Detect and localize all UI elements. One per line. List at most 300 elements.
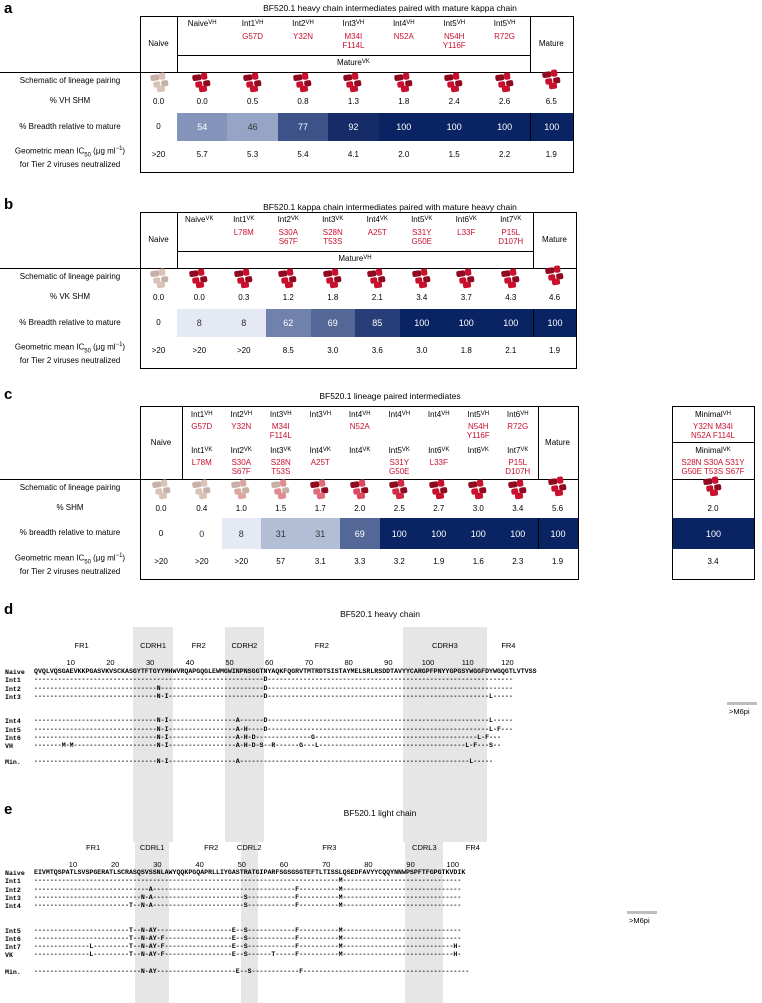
panel_a-col-name: Int1 bbox=[241, 19, 256, 28]
c-col-vh-name: Int4 bbox=[348, 409, 363, 419]
position-tick: 70 bbox=[304, 658, 314, 667]
panel_b-col-sub: VK bbox=[205, 216, 214, 223]
panel_b-col-sub: VK bbox=[379, 216, 388, 223]
panel_a-breadth-cell: 100 bbox=[379, 113, 429, 141]
c-col-vh-sub: VH bbox=[401, 410, 411, 417]
sequence-row: ------------------------T--N-AY-F-----------------E--S------------F----------M------------------------------ bbox=[34, 934, 462, 942]
c-col-vk-name: Int6 bbox=[467, 445, 481, 455]
panel_a-ic50-value: 5.3 bbox=[247, 150, 259, 159]
c-minimal-vk-mutations: S28N S30A S31Y bbox=[681, 457, 745, 467]
panel-b-title: BF520.1 kappa chain intermediates paired with mature heavy chain bbox=[263, 202, 517, 212]
panel_b-pair-header-sub: VH bbox=[363, 255, 372, 262]
panel_a-ic50-value: 4.1 bbox=[347, 150, 359, 159]
sequence-row: -------------------------------N-I-----------------A------D--------------------------------------------------------L----- bbox=[34, 717, 513, 725]
c-vh-mutation: Y32N bbox=[231, 421, 252, 431]
sequence-row: -----------------------------------------------------------------------------M------------------------------ bbox=[34, 877, 462, 885]
panel_a-breadth-cell: 100 bbox=[479, 113, 529, 141]
position-tick: 60 bbox=[265, 658, 274, 667]
position-tick: 100 bbox=[421, 658, 435, 667]
panel_a-shm-value: 2.4 bbox=[448, 97, 460, 106]
panel_b-ic50-line2: for Tier 2 viruses neutralized bbox=[19, 356, 121, 366]
position-tick: 110 bbox=[461, 658, 474, 667]
panel-label-d: d bbox=[4, 601, 14, 618]
c-col-vk-name: Int7 bbox=[507, 445, 521, 455]
sequence-name: Int2 bbox=[5, 886, 21, 894]
panel_a-shm-value: 1.3 bbox=[347, 97, 359, 106]
sequence-name: Naive bbox=[5, 669, 25, 676]
panel_b-mutation: A25T bbox=[367, 227, 387, 237]
panel_b-pair-header-name: Mature bbox=[338, 254, 364, 263]
panel_a-ic50-sub: 50 bbox=[84, 152, 91, 159]
position-tick: 40 bbox=[185, 658, 194, 667]
panel_a-mature-ic50: 1.9 bbox=[545, 150, 557, 159]
c-mature-ic50: 1.9 bbox=[551, 557, 564, 566]
panel_b-col-name: Int6 bbox=[455, 215, 469, 224]
panel_a-col-sub: VH bbox=[255, 20, 264, 27]
sequence-row: -------------------------------N-I-----------------A-H----D--------------------------------------------------------L-F--- bbox=[34, 725, 513, 733]
c-ic50-sup: −1 bbox=[115, 553, 123, 559]
antibody-minimal-icon bbox=[701, 475, 725, 497]
c-col-vh-sub: VH bbox=[362, 410, 371, 417]
antibody-pairing-icon bbox=[241, 71, 265, 93]
position-tick: 50 bbox=[225, 658, 234, 667]
panel_a-ic50-label: Geometric mean IC bbox=[14, 146, 85, 156]
panel_b-shm-value: 3.4 bbox=[416, 293, 428, 302]
c-col-vk-sub: VK bbox=[401, 446, 410, 453]
panel_b-mutation: S31Y bbox=[411, 227, 432, 237]
c-min-top bbox=[672, 406, 755, 407]
cdr-shade bbox=[241, 830, 258, 1003]
antibody-pairing-icon bbox=[466, 478, 490, 500]
c-col-vk-name: Int4 bbox=[309, 445, 323, 455]
panel_b-col-sub: VK bbox=[335, 216, 344, 223]
panel_b-top-border bbox=[140, 212, 577, 213]
region-label: FR2 bbox=[204, 843, 219, 852]
region-label: FR1 bbox=[85, 843, 101, 852]
panel_a-col-header bbox=[278, 18, 328, 30]
c-mature-header: Mature bbox=[545, 437, 570, 447]
c-breadth-cell: 100 bbox=[380, 518, 420, 549]
antibody-pairing-icon bbox=[493, 71, 517, 93]
m6pi-label: >M6pi bbox=[629, 916, 650, 926]
antibody-pairing-icon bbox=[187, 267, 211, 289]
region-label: FR3 bbox=[322, 843, 337, 852]
position-tick: 120 bbox=[501, 658, 514, 667]
panel_a-ic50-value: 2.2 bbox=[499, 150, 511, 159]
panel_b-shm-value: 3.7 bbox=[460, 293, 472, 302]
panel_b-col-header bbox=[311, 214, 356, 226]
region-label: CDRH3 bbox=[431, 641, 458, 650]
panel_b-breadth-cell: 100 bbox=[444, 309, 489, 337]
panel_b-col-header bbox=[355, 214, 400, 226]
panel_b-shm-value: 2.1 bbox=[371, 293, 383, 302]
c-col-vk bbox=[419, 445, 459, 456]
panel_b-ic50-value: 3.0 bbox=[327, 346, 339, 355]
c-vh-mutation: F114L bbox=[269, 430, 292, 440]
sequence-row: ------------------------T--N-A-----------------------S------------F----------M------------------------------ bbox=[34, 902, 462, 910]
panel_b-mutation: L33F bbox=[457, 227, 476, 237]
panel_a-col-sub: VH bbox=[305, 20, 314, 27]
sequence-name: Int5 bbox=[5, 927, 21, 935]
panel_a-naive-header: Naive bbox=[148, 39, 169, 48]
panel_b-col-name: Int4 bbox=[366, 215, 380, 224]
position-tick: 30 bbox=[145, 658, 155, 667]
c-shm-value: 2.0 bbox=[354, 504, 366, 513]
c-ic50-sub: 50 bbox=[84, 559, 91, 566]
panel_b-naive-breadth: 0 bbox=[156, 318, 161, 327]
c-vh-mutation: N54H bbox=[468, 421, 489, 431]
sequence-name: Int3 bbox=[5, 693, 21, 701]
antibody-pairing-icon bbox=[269, 478, 293, 500]
panel_b-breadth-cell: 8 bbox=[222, 309, 267, 337]
c-vk-mutation: D107H bbox=[505, 466, 531, 476]
panel_b-ic50-value: >20 bbox=[236, 346, 251, 355]
region-label: FR4 bbox=[501, 641, 516, 650]
panel_a-ic50-value: 5.4 bbox=[297, 150, 309, 159]
c-minimal-vh bbox=[672, 409, 754, 420]
position-tick: 10 bbox=[66, 658, 75, 667]
panel_a-mutation: M34I bbox=[344, 31, 363, 41]
c-col-vk-sub: VK bbox=[204, 446, 213, 453]
c-breadth-cell: 31 bbox=[261, 518, 301, 549]
position-tick: 50 bbox=[237, 860, 246, 869]
antibody-pairing-icon bbox=[232, 267, 256, 289]
antibody-pairing-icon bbox=[229, 478, 253, 500]
c-col-vh-sub: VH bbox=[243, 410, 253, 417]
panel_b-col-name: Int1 bbox=[233, 215, 247, 224]
sequence-row: EIVMTQSPATLSVSPGERATLSCRASQSVSSNLAWYQQKPGQAPRLLIYGASTRATGIPARFSGSGSGTEFTLTISSLQSEDFAVYYCQQYNNWPSPFTFGPGTKVDIK bbox=[34, 869, 466, 876]
sequence-name: Int6 bbox=[5, 935, 21, 943]
panel_a-mutation: G57D bbox=[242, 31, 264, 41]
panel_a-col-sub: VH bbox=[355, 20, 365, 27]
c-mature-breadth: 100 bbox=[539, 518, 578, 549]
c-col-vh-name: Int5 bbox=[467, 409, 481, 419]
panel_a-row-breadth: % Breadth relative to mature bbox=[19, 122, 121, 131]
antibody-pairing-icon bbox=[410, 267, 434, 289]
panel_b-breadth-cell: 8 bbox=[177, 309, 222, 337]
position-tick: 70 bbox=[322, 860, 331, 869]
panel_b-ic50-value: 3.0 bbox=[416, 346, 428, 355]
c-col-vh bbox=[380, 409, 420, 420]
c-right-border bbox=[578, 406, 579, 579]
panel_a-mature-header: Mature bbox=[538, 39, 564, 48]
c-vk-mutation: G50E bbox=[389, 466, 410, 476]
panel_a-shm-value: 1.8 bbox=[398, 97, 410, 106]
position-tick: 60 bbox=[279, 860, 289, 869]
panel_a-mutation: N54H bbox=[443, 31, 465, 41]
sequence-name: Min. bbox=[5, 968, 21, 976]
c-col-vh bbox=[419, 409, 459, 420]
sequence-name: Naive bbox=[5, 870, 25, 877]
panel_a-pair-header-name: Mature bbox=[336, 58, 362, 67]
sequence-row: -----------------------------A------------------------------------F----------M------------------------------ bbox=[34, 885, 462, 893]
c-col-vk-sub: VK bbox=[283, 446, 292, 453]
c-naive-ic50: >20 bbox=[154, 557, 168, 566]
c-col-vh-name: Int3 bbox=[309, 409, 323, 419]
c-ic50-value: 1.9 bbox=[433, 557, 445, 566]
sequence-row: ---------------------------N-AY--------------------E--S------------F------------------------------------------ bbox=[34, 967, 470, 975]
c-ic50-unit: (μg ml bbox=[90, 553, 116, 563]
c-shm-value: 1.0 bbox=[235, 504, 247, 513]
panel_b-mutation: S28N bbox=[322, 227, 343, 237]
panel_b-col-sub: VK bbox=[424, 216, 433, 223]
c-col-vk bbox=[301, 445, 341, 456]
c-col-vh-sub: VH bbox=[441, 410, 450, 417]
panel_a-row-ic50 bbox=[0, 146, 140, 170]
sequence-name: Int4 bbox=[5, 718, 21, 726]
c-minimal-shm: 2.0 bbox=[707, 504, 719, 513]
panel_b-col-name: Naive bbox=[185, 215, 206, 224]
panel_a-breadth-cell: 54 bbox=[177, 113, 227, 141]
panel_a-shm-value: 2.6 bbox=[499, 97, 511, 106]
antibody-pairing-icon bbox=[291, 71, 315, 93]
c-col-vh-name: Int4 bbox=[427, 409, 442, 419]
antibody-pairing-icon bbox=[427, 478, 451, 500]
c-vk-mutation: S31Y bbox=[389, 457, 410, 467]
sequence-name: Int2 bbox=[5, 685, 21, 693]
panel_b-col-name: Int2 bbox=[277, 215, 291, 224]
panel_b-col-name: Int5 bbox=[411, 215, 425, 224]
panel_b-naive-ic50: >20 bbox=[151, 346, 166, 355]
panel_a-ic50-sup: −1 bbox=[115, 146, 123, 152]
c-vk-mutation: S67F bbox=[231, 466, 251, 476]
c-breadth-cell: 8 bbox=[222, 518, 262, 549]
panel_b-breadth-cell: 100 bbox=[400, 309, 445, 337]
position-tick: 30 bbox=[153, 860, 162, 869]
c-shm-value: 1.5 bbox=[275, 504, 287, 513]
panel_a-col-header bbox=[429, 18, 479, 30]
panel_b-col-header bbox=[400, 214, 445, 226]
panel_a-breadth-cell: 92 bbox=[328, 113, 378, 141]
c-vh-mutation: N52A bbox=[349, 421, 370, 431]
panel_b-ic50-value: >20 bbox=[192, 346, 207, 355]
region-label: FR1 bbox=[74, 641, 89, 650]
m6pi-marker bbox=[727, 702, 757, 705]
panel_a-mutation: Y116F bbox=[442, 40, 466, 50]
c-col-vk bbox=[261, 445, 301, 456]
antibody-pairing-icon bbox=[308, 478, 332, 500]
antibody-mature-icon bbox=[546, 475, 570, 497]
panel-label-a: a bbox=[4, 0, 13, 17]
c-col-vk bbox=[498, 445, 538, 456]
c-col-vh bbox=[459, 409, 499, 420]
c-col-vh-name: Int4 bbox=[388, 409, 402, 419]
c-shm-value: 0.4 bbox=[196, 504, 208, 513]
c-minimal-vk-name: Minimal bbox=[695, 445, 723, 455]
panel_b-col-header bbox=[489, 214, 534, 226]
panel_a-col-name: Int4 bbox=[392, 19, 407, 28]
c-minimal-vk bbox=[672, 445, 754, 456]
antibody-pairing-icon bbox=[454, 267, 478, 289]
sequence-name: Int4 bbox=[5, 903, 21, 911]
panel_b-mutation: S67F bbox=[278, 236, 298, 246]
panel_a-naive-breadth: 0 bbox=[156, 122, 161, 131]
c-breadth-cell: 100 bbox=[459, 518, 499, 549]
sequence-row: --------------L---------T--N-AY-F-----------------E--S------T-----F----------M----------------------------H- bbox=[34, 951, 462, 959]
panel_b-mature-header: Mature bbox=[542, 235, 567, 244]
position-tick: 80 bbox=[344, 658, 353, 667]
region-label: FR4 bbox=[465, 843, 480, 852]
c-col-vk-sub: VK bbox=[441, 446, 450, 453]
sequence-row: -------------------------------N-I------------------------D--------------------------------------------------------L----- bbox=[34, 692, 513, 700]
c-col-vk-sub: VK bbox=[480, 446, 489, 453]
c-vh-mutation: G57D bbox=[191, 421, 213, 431]
panel_a-mature-shm: 6.5 bbox=[545, 97, 557, 106]
c-col-vk-name: Int6 bbox=[428, 445, 442, 455]
sequence-name: Min. bbox=[5, 759, 21, 767]
panel_a-mutation: R72G bbox=[494, 31, 516, 41]
position-tick: 90 bbox=[406, 860, 415, 869]
panel-label-b: b bbox=[4, 196, 14, 213]
c-vh-mutation: Y116F bbox=[466, 430, 490, 440]
c-min-bottom bbox=[672, 579, 755, 580]
panel_a-mutation: Y32N bbox=[292, 31, 313, 41]
c-minimal-vh-name: Minimal bbox=[695, 409, 723, 419]
antibody-naive-icon bbox=[150, 478, 174, 500]
c-bottom-border bbox=[140, 579, 579, 580]
region-label: CDRH1 bbox=[140, 641, 167, 650]
panel-label-c: c bbox=[4, 386, 13, 403]
c-col-vk bbox=[222, 445, 262, 456]
panel_b-col-header bbox=[266, 214, 311, 226]
panel_b-pair-header bbox=[177, 251, 533, 267]
antibody-pairing-icon bbox=[387, 478, 411, 500]
panel_b-shm-value: 1.2 bbox=[282, 293, 294, 302]
panel_b-mature-shm: 4.6 bbox=[548, 293, 561, 302]
antibody-pairing-icon bbox=[276, 267, 300, 289]
c-row-schematic: Schematic of lineage pairing bbox=[19, 483, 121, 492]
panel_b-naive-header: Naive bbox=[148, 235, 169, 244]
panel_a-breadth-cell: 100 bbox=[429, 113, 479, 141]
panel_b-shm-value: 0.3 bbox=[238, 293, 250, 302]
c-col-vk bbox=[182, 445, 222, 456]
panel_a-col-sub: VH bbox=[406, 20, 415, 27]
panel_b-right-border bbox=[576, 212, 577, 368]
c-vh-mutation: M34I bbox=[271, 421, 290, 431]
panel_a-bottom-border bbox=[140, 172, 574, 173]
c-ic50-value: >20 bbox=[194, 557, 209, 566]
c-vh-mutation: R72G bbox=[507, 421, 529, 431]
c-col-vh-name: Int3 bbox=[269, 409, 284, 419]
panel-d-title: BF520.1 heavy chain bbox=[340, 609, 420, 619]
c-col-vk-sub: VK bbox=[520, 446, 529, 453]
c-row-ic50 bbox=[0, 553, 140, 577]
c-shm-value: 3.4 bbox=[512, 504, 524, 513]
sequence-row: QVQLVQSGAEVKKPGASVKVSCKASGYTFTGYYMHWVRQAPGQGLEWMGWINPNSGGTNYAQKFQGRVTMTRDTSISTAYMELSRLRSDDTAVYYCARGPFPNYYGPGSYWGGFDYWGQGTLVTVSS bbox=[34, 668, 537, 675]
position-tick: 20 bbox=[111, 860, 120, 869]
panel_a-col-sub: VH bbox=[456, 20, 466, 27]
c-mature-shm: 5.6 bbox=[551, 504, 564, 513]
panel_b-mutation: P15L bbox=[501, 227, 521, 237]
sequence-name: VK bbox=[5, 952, 13, 960]
c-ic50-value: >20 bbox=[234, 557, 249, 566]
c-col-vk bbox=[380, 445, 420, 456]
antibody-naive-icon bbox=[148, 71, 172, 93]
c-col-vh-sub: VH bbox=[283, 410, 292, 417]
antibody-mature-icon bbox=[543, 264, 567, 286]
c-col-vh-sub: VH bbox=[480, 410, 490, 417]
c-ic50-close: ) bbox=[122, 553, 126, 563]
panel_a-ic50-line2: for Tier 2 viruses neutralized bbox=[19, 160, 121, 170]
c-col-vh-name: Int6 bbox=[506, 409, 521, 419]
sequence-row: -------M-M---------------------N-I-----------------A-H-D-S--R------G---L-------------------------------------L-F---S-- bbox=[34, 742, 501, 750]
antibody-pairing-icon bbox=[499, 267, 523, 289]
panel_b-col-sub: VK bbox=[290, 216, 299, 223]
panel_b-mutation: D107H bbox=[498, 236, 524, 246]
c-min-right bbox=[754, 406, 755, 579]
panel_b-mutation: G50E bbox=[411, 236, 432, 246]
c-shm-value: 2.7 bbox=[433, 504, 445, 513]
c-vk-mutation: L78M bbox=[191, 457, 212, 467]
panel_b-mutation: S30A bbox=[278, 227, 299, 237]
panel_a-top-border bbox=[140, 16, 574, 17]
panel_b-ic50-value: 1.8 bbox=[460, 346, 472, 355]
panel_a-right-border bbox=[573, 16, 574, 172]
c-col-vh-sub: VH bbox=[322, 410, 332, 417]
c-col-vh-name: Int1 bbox=[190, 409, 205, 419]
c-minimal-vk-mutations: G50E T53S S67F bbox=[681, 466, 745, 476]
position-tick: 90 bbox=[384, 658, 393, 667]
panel_b-col-sub: VK bbox=[246, 216, 255, 223]
panel_a-col-header bbox=[177, 18, 227, 30]
panel_b-shm-value: 0.0 bbox=[193, 293, 205, 302]
panel_b-col-name: Int3 bbox=[322, 215, 336, 224]
sequence-row: -------------------------------N--------------------------D-------------------------------------------------------------- bbox=[34, 684, 513, 692]
panel_b-ic50-unit: (μg ml bbox=[90, 342, 116, 352]
panel_b-col-header bbox=[444, 214, 489, 226]
panel_a-col-name: Int5 bbox=[443, 19, 457, 28]
panel_a-ic50-value: 1.5 bbox=[448, 150, 460, 159]
position-tick: 20 bbox=[106, 658, 115, 667]
sequence-name: Int1 bbox=[5, 878, 21, 886]
c-col-vh-sub: VH bbox=[520, 410, 529, 417]
m6pi-marker bbox=[627, 911, 657, 914]
panel_a-ic50-close: ) bbox=[122, 146, 126, 156]
antibody-pairing-icon bbox=[365, 267, 389, 289]
panel_a-mutation: F114L bbox=[342, 40, 365, 50]
panel_b-col-header bbox=[177, 214, 222, 226]
c-ic50-value: 3.1 bbox=[314, 557, 326, 566]
panel_a-mature-breadth: 100 bbox=[531, 113, 573, 141]
c-breadth-cell: 100 bbox=[419, 518, 459, 549]
c-col-vk-name: Int4 bbox=[349, 445, 363, 455]
panel_b-naive-shm: 0.0 bbox=[152, 293, 165, 302]
c-col-vk-sub: VK bbox=[362, 446, 371, 453]
panel_a-col-header bbox=[328, 18, 378, 30]
c-naive-header: Naive bbox=[150, 437, 172, 447]
sequence-row: ---------------------------N-A-----------------------S------------F----------M------------------------------ bbox=[34, 893, 462, 901]
panel_a-col-sub: VH bbox=[507, 20, 516, 27]
antibody-pairing-icon bbox=[348, 478, 372, 500]
panel_b-mutation: L78M bbox=[233, 227, 254, 237]
c-shm-value: 3.0 bbox=[472, 504, 484, 513]
c-col-vk-name: Int5 bbox=[388, 445, 402, 455]
panel_b-ic50-value: 3.6 bbox=[371, 346, 383, 355]
c-col-vh bbox=[340, 409, 380, 420]
c-col-vh-name: Int2 bbox=[230, 409, 244, 419]
panel_b-ic50-value: 8.5 bbox=[282, 346, 294, 355]
region-label: CDRH2 bbox=[231, 641, 258, 650]
panel_a-col-name: Naive bbox=[187, 19, 209, 28]
c-col-vk-name: Int1 bbox=[191, 445, 205, 455]
region-label: FR2 bbox=[314, 641, 329, 650]
panel_a-col-name: Int2 bbox=[292, 19, 306, 28]
panel_a-pair-header-sub: VK bbox=[361, 59, 370, 66]
panel_a-mutation: N52A bbox=[393, 31, 414, 41]
c-ic50-value: 3.2 bbox=[393, 557, 405, 566]
m6pi-label: >M6pi bbox=[729, 706, 750, 716]
sequence-name: Int1 bbox=[5, 677, 21, 685]
